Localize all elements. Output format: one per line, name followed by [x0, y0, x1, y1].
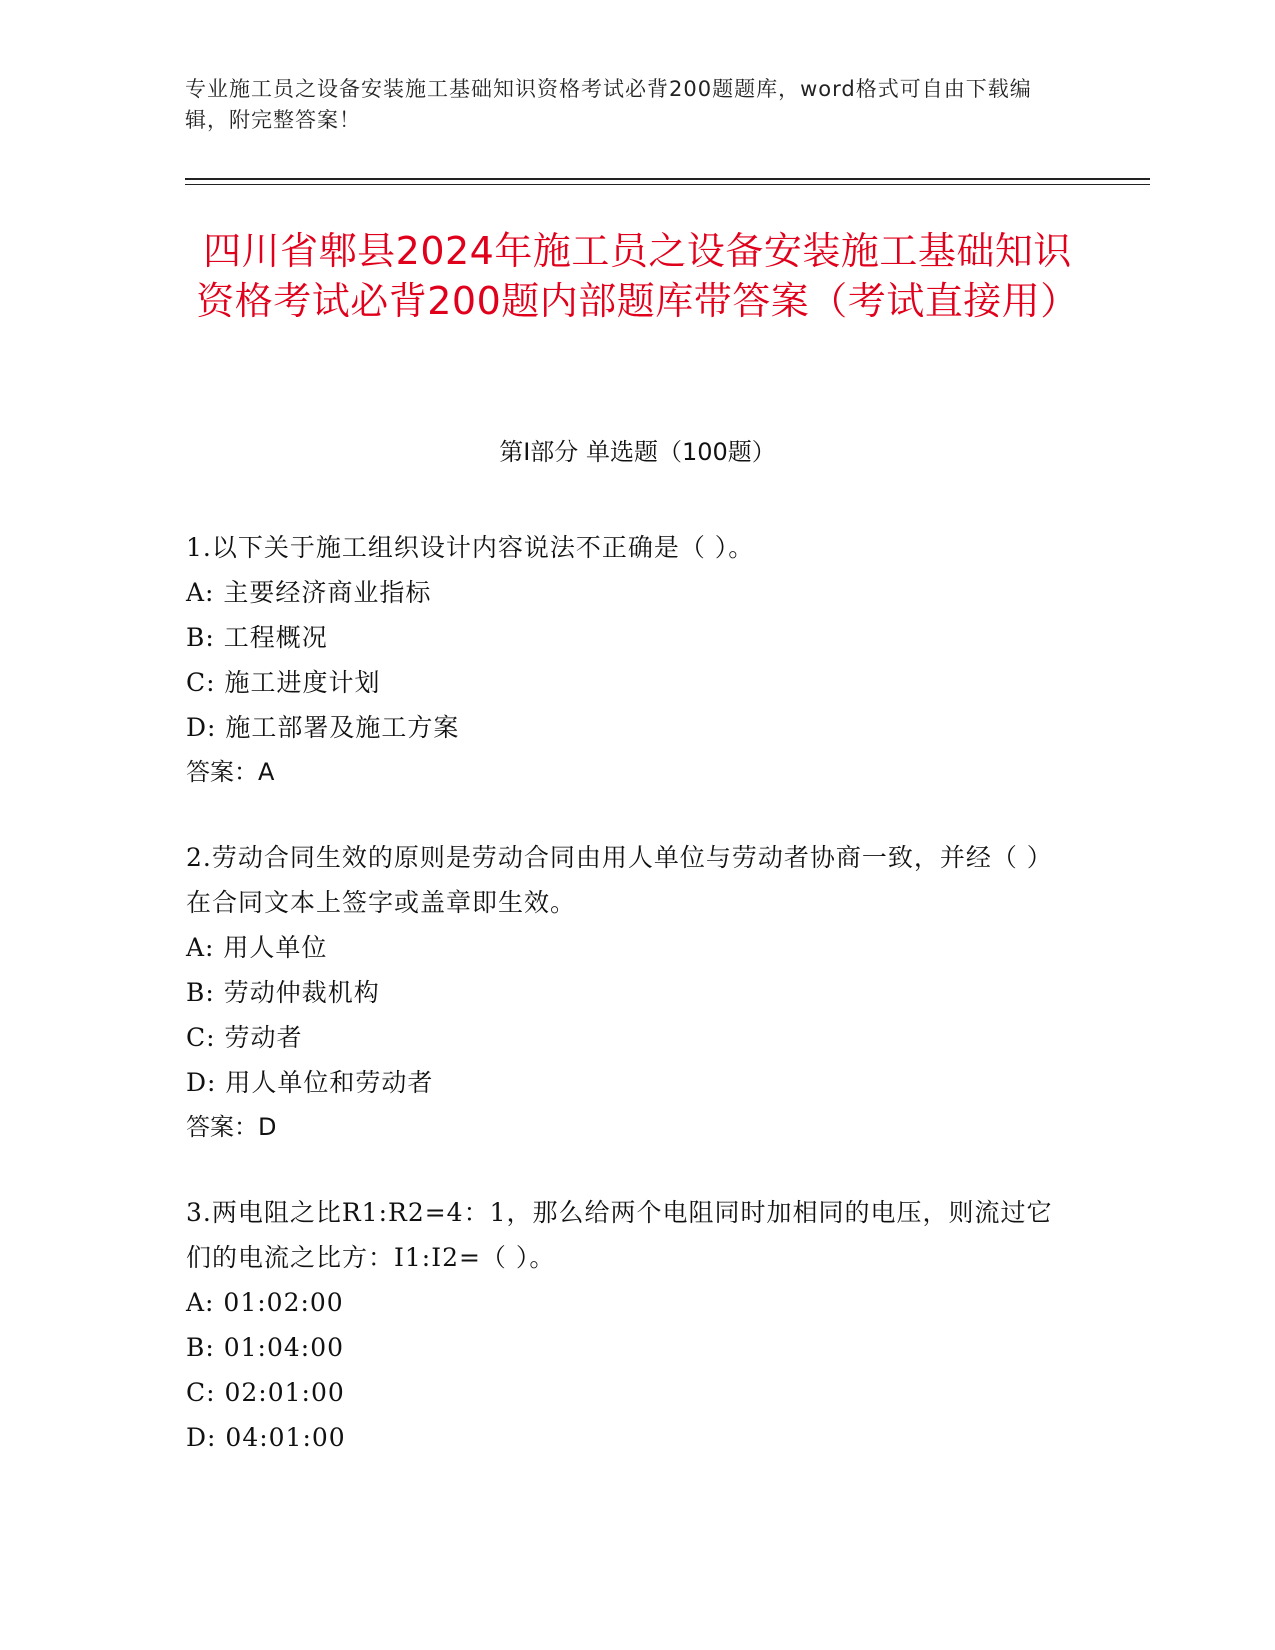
option-d: D: 用人单位和劳动者: [186, 1068, 434, 1097]
option-a: A: 主要经济商业指标: [186, 578, 432, 607]
option-d: D: 04:01:00: [186, 1423, 346, 1452]
question-stem: 2.劳动合同生效的原则是劳动合同由用人单位与劳动者协商一致，并经（ ）在合同文本上签字或盖章即生效。: [186, 843, 1053, 917]
answer-line: 答案：D: [186, 1113, 277, 1141]
question-list: [186, 525, 1066, 1500]
document-title: 四川省郫县2024年施工员之设备安装施工基础知识资格考试必背200题内部题库带答案（考试直接用）: [196, 229, 1079, 323]
header-note: 专业施工员之设备安装施工基础知识资格考试必背200题题库，word格式可自由下载编辑，附完整答案！: [185, 77, 1032, 132]
option-a: A: 用人单位: [186, 933, 328, 962]
option-b: B: 01:04:00: [186, 1333, 345, 1362]
option-c: C: 劳动者: [186, 1023, 303, 1052]
option-c: C: 施工进度计划: [186, 668, 381, 697]
header-divider-thin: [185, 184, 1150, 185]
section-heading: 第Ⅰ部分 单选题（100题）: [499, 438, 776, 466]
option-b: B: 工程概况: [186, 623, 328, 652]
answer-line: 答案：A: [186, 758, 275, 786]
option-d: D: 施工部署及施工方案: [186, 713, 460, 742]
question-item: [186, 835, 1066, 1150]
option-b: B: 劳动仲裁机构: [186, 978, 380, 1007]
option-c: C: 02:01:00: [186, 1378, 345, 1407]
header-divider-thick: [185, 178, 1150, 180]
question-item: [186, 525, 1066, 795]
question-stem: 3.两电阻之比R1:R2=4：1，那么给两个电阻同时加相同的电压，则流过它们的电流之比方：I1:I2=（ ）。: [186, 1198, 1053, 1272]
option-a: A: 01:02:00: [186, 1288, 344, 1317]
question-item: [186, 1190, 1066, 1460]
question-stem: 1.以下关于施工组织设计内容说法不正确是（ ）。: [186, 533, 755, 562]
